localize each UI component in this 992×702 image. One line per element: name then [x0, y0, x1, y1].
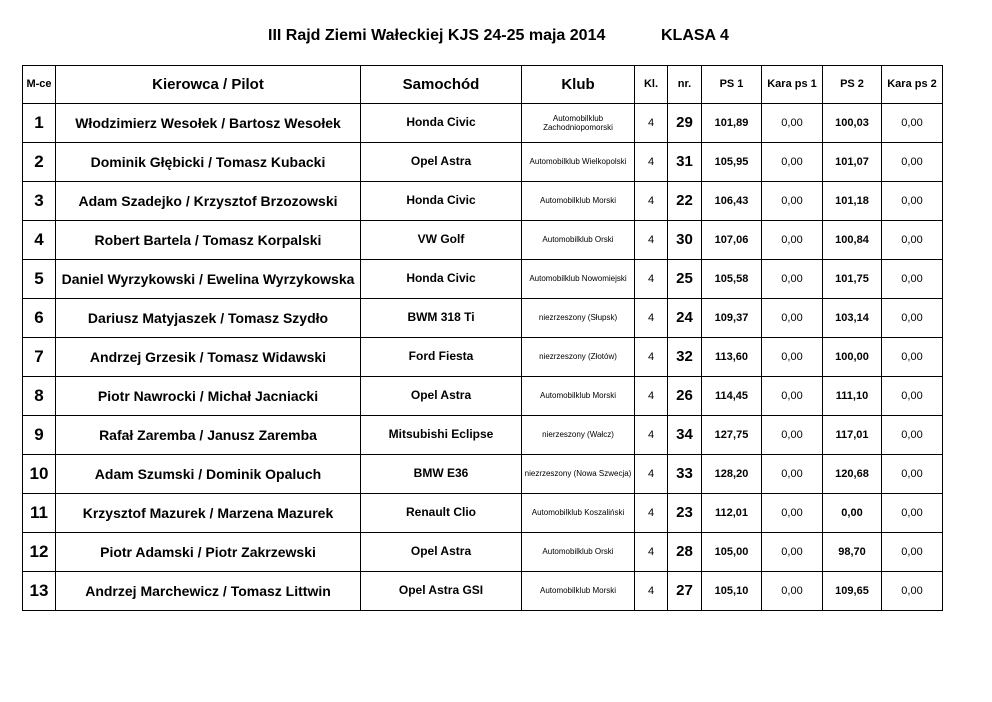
crew-cell: Piotr Nawrocki / Michał Jacniacki — [56, 377, 361, 416]
ps2-cell: 100,03 — [823, 104, 882, 143]
car-cell: Opel Astra — [361, 143, 522, 182]
ps2-cell: 101,75 — [823, 260, 882, 299]
ps1-cell: 113,60 — [702, 338, 762, 377]
club-cell: Automobilklub Zachodniopomorski — [522, 104, 635, 143]
ps1-cell: 109,37 — [702, 299, 762, 338]
ps1-cell: 105,00 — [702, 533, 762, 572]
number-cell: 28 — [668, 533, 702, 572]
ps2-cell: 111,10 — [823, 377, 882, 416]
ps2-cell: 120,68 — [823, 455, 882, 494]
ps1-cell: 128,20 — [702, 455, 762, 494]
club-cell: Automobilklub Wielkopolski — [522, 143, 635, 182]
ps1-cell: 101,89 — [702, 104, 762, 143]
penalty-ps1-cell: 0,00 — [762, 182, 823, 221]
table-row — [23, 260, 943, 299]
number-cell: 23 — [668, 494, 702, 533]
car-cell: BWM 318 Ti — [361, 299, 522, 338]
table-row — [23, 455, 943, 494]
car-cell: Mitsubishi Eclipse — [361, 416, 522, 455]
number-cell: 22 — [668, 182, 702, 221]
ps1-cell: 127,75 — [702, 416, 762, 455]
penalty-ps2-cell: 0,00 — [882, 377, 943, 416]
number-cell: 24 — [668, 299, 702, 338]
penalty-ps1-cell: 0,00 — [762, 221, 823, 260]
penalty-ps1-cell: 0,00 — [762, 572, 823, 611]
table-row — [23, 299, 943, 338]
car-cell: Renault Clio — [361, 494, 522, 533]
crew-cell: Dariusz Matyjaszek / Tomasz Szydło — [56, 299, 361, 338]
table-row — [23, 221, 943, 260]
penalty-ps2-cell: 0,00 — [882, 455, 943, 494]
table-row — [23, 338, 943, 377]
col-header-class: Kl. — [635, 66, 668, 104]
club-cell: Automobilklub Orski — [522, 221, 635, 260]
penalty-ps1-cell: 0,00 — [762, 143, 823, 182]
position-cell: 12 — [23, 533, 56, 572]
crew-cell: Adam Szumski / Dominik Opaluch — [56, 455, 361, 494]
table-row — [23, 572, 943, 611]
penalty-ps1-cell: 0,00 — [762, 533, 823, 572]
ps1-cell: 106,43 — [702, 182, 762, 221]
class-cell: 4 — [635, 572, 668, 611]
col-header-penalty-ps2: Kara ps 2 — [882, 66, 943, 104]
class-cell: 4 — [635, 533, 668, 572]
car-cell: Honda Civic — [361, 104, 522, 143]
class-cell: 4 — [635, 455, 668, 494]
penalty-ps2-cell: 0,00 — [882, 338, 943, 377]
ps2-cell: 98,70 — [823, 533, 882, 572]
class-cell: 4 — [635, 182, 668, 221]
class-cell: 4 — [635, 377, 668, 416]
ps1-cell: 105,58 — [702, 260, 762, 299]
penalty-ps1-cell: 0,00 — [762, 260, 823, 299]
class-cell: 4 — [635, 221, 668, 260]
col-header-number: nr. — [668, 66, 702, 104]
crew-cell: Andrzej Marchewicz / Tomasz Littwin — [56, 572, 361, 611]
ps2-cell: 101,07 — [823, 143, 882, 182]
crew-cell: Adam Szadejko / Krzysztof Brzozowski — [56, 182, 361, 221]
number-cell: 29 — [668, 104, 702, 143]
position-cell: 2 — [23, 143, 56, 182]
ps1-cell: 105,10 — [702, 572, 762, 611]
club-cell: Automobilklub Nowomiejski — [522, 260, 635, 299]
number-cell: 26 — [668, 377, 702, 416]
penalty-ps2-cell: 0,00 — [882, 416, 943, 455]
penalty-ps2-cell: 0,00 — [882, 182, 943, 221]
car-cell: Opel Astra — [361, 377, 522, 416]
crew-cell: Daniel Wyrzykowski / Ewelina Wyrzykowska — [56, 260, 361, 299]
position-cell: 5 — [23, 260, 56, 299]
results-table — [22, 65, 943, 611]
penalty-ps2-cell: 0,00 — [882, 533, 943, 572]
ps1-cell: 107,06 — [702, 221, 762, 260]
club-cell: nierzeszony (Wałcz) — [522, 416, 635, 455]
page-title: III Rajd Ziemi Wałeckiej KJS 24-25 maja 2014 — [268, 27, 606, 44]
col-header-club: Klub — [522, 66, 635, 104]
document-header — [0, 27, 992, 51]
col-header-crew: Kierowca / Pilot — [56, 66, 361, 104]
results-body — [23, 104, 943, 611]
position-cell: 9 — [23, 416, 56, 455]
crew-cell: Włodzimierz Wesołek / Bartosz Wesołek — [56, 104, 361, 143]
club-cell: niezrzeszony (Złotów) — [522, 338, 635, 377]
car-cell: BMW E36 — [361, 455, 522, 494]
penalty-ps1-cell: 0,00 — [762, 494, 823, 533]
car-cell: Honda Civic — [361, 182, 522, 221]
position-cell: 8 — [23, 377, 56, 416]
club-cell: niezrzeszony (Nowa Szwecja) — [522, 455, 635, 494]
position-cell: 10 — [23, 455, 56, 494]
class-cell: 4 — [635, 299, 668, 338]
club-cell: Automobilklub Koszaliński — [522, 494, 635, 533]
number-cell: 27 — [668, 572, 702, 611]
number-cell: 34 — [668, 416, 702, 455]
ps2-cell: 0,00 — [823, 494, 882, 533]
number-cell: 33 — [668, 455, 702, 494]
col-header-ps2: PS 2 — [823, 66, 882, 104]
class-cell: 4 — [635, 260, 668, 299]
penalty-ps2-cell: 0,00 — [882, 221, 943, 260]
penalty-ps2-cell: 0,00 — [882, 299, 943, 338]
position-cell: 4 — [23, 221, 56, 260]
penalty-ps2-cell: 0,00 — [882, 572, 943, 611]
crew-cell: Krzysztof Mazurek / Marzena Mazurek — [56, 494, 361, 533]
class-label: KLASA 4 — [661, 27, 729, 44]
ps2-cell: 109,65 — [823, 572, 882, 611]
ps1-cell: 114,45 — [702, 377, 762, 416]
class-cell: 4 — [635, 338, 668, 377]
crew-cell: Dominik Głębicki / Tomasz Kubacki — [56, 143, 361, 182]
crew-cell: Rafał Zaremba / Janusz Zaremba — [56, 416, 361, 455]
table-row — [23, 104, 943, 143]
table-row — [23, 416, 943, 455]
table-header-row — [23, 66, 943, 104]
col-header-position: M-ce — [23, 66, 56, 104]
table-row — [23, 533, 943, 572]
car-cell: VW Golf — [361, 221, 522, 260]
penalty-ps1-cell: 0,00 — [762, 377, 823, 416]
col-header-car: Samochód — [361, 66, 522, 104]
table-row — [23, 182, 943, 221]
position-cell: 11 — [23, 494, 56, 533]
crew-cell: Andrzej Grzesik / Tomasz Widawski — [56, 338, 361, 377]
penalty-ps1-cell: 0,00 — [762, 104, 823, 143]
penalty-ps1-cell: 0,00 — [762, 416, 823, 455]
position-cell: 7 — [23, 338, 56, 377]
penalty-ps1-cell: 0,00 — [762, 455, 823, 494]
club-cell: Automobilklub Morski — [522, 572, 635, 611]
car-cell: Opel Astra — [361, 533, 522, 572]
ps2-cell: 117,01 — [823, 416, 882, 455]
ps2-cell: 103,14 — [823, 299, 882, 338]
crew-cell: Piotr Adamski / Piotr Zakrzewski — [56, 533, 361, 572]
penalty-ps1-cell: 0,00 — [762, 338, 823, 377]
table-row — [23, 143, 943, 182]
position-cell: 1 — [23, 104, 56, 143]
car-cell: Opel Astra GSI — [361, 572, 522, 611]
crew-cell: Robert Bartela / Tomasz Korpalski — [56, 221, 361, 260]
number-cell: 31 — [668, 143, 702, 182]
number-cell: 32 — [668, 338, 702, 377]
ps1-cell: 112,01 — [702, 494, 762, 533]
table-row — [23, 377, 943, 416]
position-cell: 13 — [23, 572, 56, 611]
club-cell: Automobilklub Morski — [522, 182, 635, 221]
penalty-ps1-cell: 0,00 — [762, 299, 823, 338]
position-cell: 6 — [23, 299, 56, 338]
ps1-cell: 105,95 — [702, 143, 762, 182]
number-cell: 30 — [668, 221, 702, 260]
penalty-ps2-cell: 0,00 — [882, 260, 943, 299]
club-cell: niezrzeszony (Słupsk) — [522, 299, 635, 338]
class-cell: 4 — [635, 494, 668, 533]
ps2-cell: 100,84 — [823, 221, 882, 260]
col-header-penalty-ps1: Kara ps 1 — [762, 66, 823, 104]
col-header-ps1: PS 1 — [702, 66, 762, 104]
position-cell: 3 — [23, 182, 56, 221]
penalty-ps2-cell: 0,00 — [882, 494, 943, 533]
class-cell: 4 — [635, 143, 668, 182]
class-cell: 4 — [635, 416, 668, 455]
penalty-ps2-cell: 0,00 — [882, 104, 943, 143]
car-cell: Honda Civic — [361, 260, 522, 299]
penalty-ps2-cell: 0,00 — [882, 143, 943, 182]
table-row — [23, 494, 943, 533]
number-cell: 25 — [668, 260, 702, 299]
club-cell: Automobilklub Morski — [522, 377, 635, 416]
club-cell: Automobilklub Orski — [522, 533, 635, 572]
ps2-cell: 101,18 — [823, 182, 882, 221]
class-cell: 4 — [635, 104, 668, 143]
car-cell: Ford Fiesta — [361, 338, 522, 377]
ps2-cell: 100,00 — [823, 338, 882, 377]
